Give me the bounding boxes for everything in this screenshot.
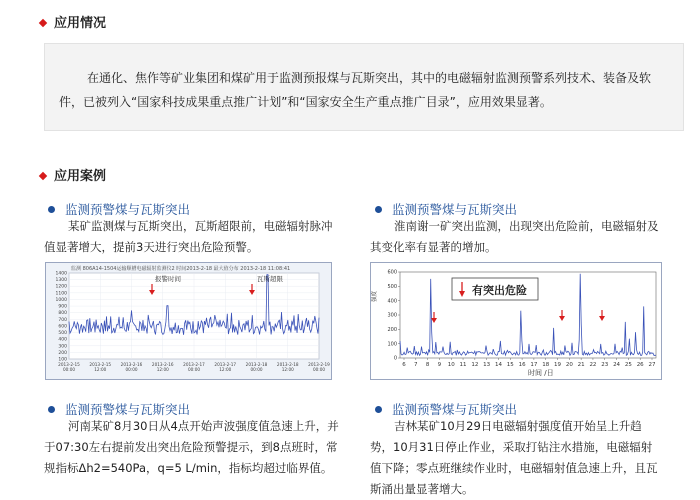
chart1-x-tick: 2013-2-16 00:00	[120, 362, 143, 372]
case-description: 河南某矿8月30日从4点开始声波强度值急速上升，并于07:30左右提前发出突出危险预警提示，到8点班时，常规指标Δh2=540Pa，q=5 L/min，指标均超过临界值。	[44, 419, 339, 475]
chart2-x-tick: 21	[577, 362, 585, 368]
chart1-y-tick: 200	[58, 350, 67, 356]
red-diamond-icon	[39, 171, 47, 179]
chart1-y-tick: 900	[58, 304, 67, 310]
chart1-y-tick: 300	[58, 344, 67, 350]
case-description: 某矿监测煤与瓦斯突出，瓦斯超限前，电磁辐射脉冲值显著增大，提前3天进行突出危险预警。	[44, 219, 333, 254]
red-diamond-icon	[39, 18, 47, 26]
chart2-y-tick: 300	[387, 312, 397, 319]
chart2-x-tick: 26	[636, 362, 644, 368]
chart1-x-tick: 2013-2-18 00:00	[245, 362, 268, 372]
chart1-y-tick: 400	[58, 337, 67, 343]
blue-dot-icon	[375, 206, 382, 213]
chart2-x-tick: 16	[518, 362, 526, 368]
chart2-x-tick: 6	[402, 362, 406, 368]
chart2-x-tick: 23	[601, 362, 609, 368]
chart2-x-tick: 15	[506, 362, 514, 368]
chart1-header: 监测 806A14-1504运输顺槽电磁辐射监测仪2 时间2013-2-18 最大值分布 2013-2-18 11:08:41	[71, 266, 291, 272]
chart2-x-tick: 12	[471, 362, 479, 368]
case-title: 监测预警煤与瓦斯突出	[375, 400, 517, 418]
chart2-ylabel: 强度	[372, 290, 378, 302]
chart1-warning-label: 报警时间	[155, 275, 181, 283]
chart2-annotation-text: 有突出危险	[472, 284, 527, 297]
chart1-y-tick: 1400	[55, 271, 67, 277]
chart2-svg	[370, 262, 662, 380]
chart1-x-tick: 2013-2-16 12:00	[151, 362, 174, 372]
chart1-x-tick: 2013-2-15 00:00	[58, 362, 80, 372]
chart2-x-tick: 18	[542, 362, 550, 368]
chart2-x-tick: 8	[425, 362, 430, 368]
chart1-x-tick: 2013-2-15 12:00	[89, 362, 112, 372]
chart2-x-tick: 9	[437, 362, 442, 368]
chart1-x-tick: 2013-2-18 12:00	[276, 362, 299, 372]
chart2-x-tick: 27	[648, 362, 656, 368]
chart2-x-tick: 20	[565, 362, 573, 368]
chart1-gas-label: 瓦斯超限	[257, 275, 283, 283]
chart2-x-tick: 17	[530, 362, 538, 368]
chart2-y-tick: 100	[387, 341, 397, 348]
chart1-y-tick: 1100	[55, 291, 67, 297]
chart2-x-tick: 25	[624, 362, 632, 368]
usage-section-title: 应用情况	[40, 12, 106, 31]
intro-text: 在通化、焦作等矿业集团和煤矿用于监测预报煤与瓦斯突出，其中的电磁辐射监测预警系列技术、装备及软件，已被列入“国家科技成果重点推广计划”和“国家安全生产重点推广目录”，应用效果显著。	[59, 71, 652, 109]
chart1-y-tick: 1000	[55, 297, 67, 303]
blue-dot-icon	[48, 206, 55, 213]
chart1-y-tick: 800	[58, 311, 67, 317]
case-title: 监测预警煤与瓦斯突出	[48, 200, 190, 218]
chart2-x-tick: 19	[554, 362, 562, 368]
chart2-x-tick: 7	[414, 362, 418, 368]
chart2-y-tick: 600	[387, 269, 397, 276]
case-title: 监测预警煤与瓦斯突出	[375, 200, 517, 218]
chart1-y-tick: 500	[58, 331, 67, 337]
chart2-x-tick: 24	[613, 362, 621, 368]
chart2-x-tick: 13	[483, 362, 491, 368]
chart-outburst-risk	[370, 262, 662, 380]
blue-dot-icon	[48, 406, 55, 413]
chart1-x-tick: 2013-2-19 00:00	[308, 362, 330, 372]
chart2-y-tick: 200	[387, 326, 397, 333]
chart2-x-tick: 10	[447, 362, 455, 368]
chart2-x-tick: 11	[459, 362, 467, 368]
chart-emission-monitoring	[45, 262, 332, 380]
chart1-y-tick: 700	[58, 317, 67, 323]
case-description: 吉林某矿10月29日电磁辐射强度值开始呈上升趋势，10月31日停止作业，采取打钻注水措施，电磁辐射值下降；零点班继续作业时，电磁辐射值急速上升，且瓦斯涌出量显著增大。	[370, 419, 658, 496]
chart1-svg	[45, 262, 332, 380]
chart2-x-tick: 14	[494, 362, 502, 368]
case-title: 监测预警煤与瓦斯突出	[48, 400, 190, 418]
chart1-x-tick: 2013-2-17 12:00	[214, 362, 237, 372]
intro-box	[44, 43, 684, 131]
case-description: 淮南谢一矿突出监测，出现突出危险前，电磁辐射及其变化率有显著的增加。	[370, 219, 659, 254]
chart2-x-tick: 22	[589, 362, 597, 368]
chart2-xlabel: 时间 /日	[528, 369, 554, 377]
chart2-y-tick: 0	[393, 355, 397, 362]
chart1-y-tick: 100	[58, 357, 67, 363]
cases-section-title: 应用案例	[40, 165, 106, 184]
chart2-y-tick: 500	[387, 283, 397, 290]
blue-dot-icon	[375, 406, 382, 413]
chart2-y-tick: 400	[387, 298, 397, 305]
chart1-y-tick: 600	[58, 324, 67, 330]
chart1-y-tick: 1200	[55, 284, 67, 290]
chart1-x-tick: 2013-2-17 00:00	[183, 362, 205, 372]
chart1-y-tick: 1300	[55, 278, 67, 284]
